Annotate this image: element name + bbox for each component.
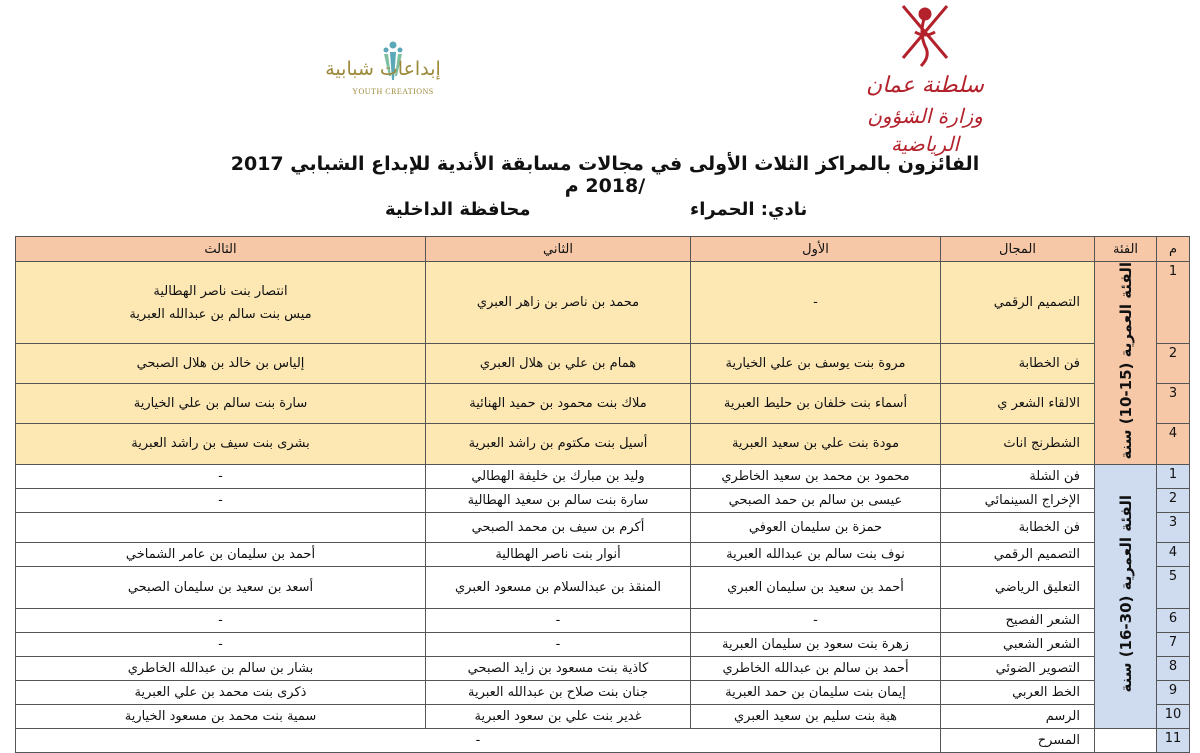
third-place-cell: أسعد بن سعيد بن سليمان الصبحي (16, 566, 426, 608)
table-row (16, 262, 1190, 344)
third-place-name-1: انتصار بنت ناصر الهطالية (153, 283, 288, 299)
first-place-cell: هبة بنت سليم بن سعيد العبري (691, 704, 941, 728)
second-place-cell: أكرم بن سيف بن محمد الصبحي (426, 512, 691, 542)
ministry-line2: وزارة الشؤون الرياضية (867, 104, 983, 156)
first-place-cell: - (691, 608, 941, 632)
second-place-cell: - (426, 608, 691, 632)
category-cell (1095, 262, 1157, 465)
table-row (16, 424, 1190, 464)
row-num: 7 (1157, 632, 1190, 656)
ministry-line1: سلطنة عمان (866, 73, 984, 98)
second-place-cell: سارة بنت سالم بن سعيد الهطالية (426, 488, 691, 512)
youth-logo-english: YOUTH CREATIONS (352, 87, 434, 96)
table-header-row (16, 237, 1190, 262)
youth-logo-arabic: إبداعات شبابية (325, 58, 441, 80)
third-place-cell: أحمد بن سليمان بن عامر الشماخي (16, 542, 426, 566)
row-num: 1 (1157, 464, 1190, 488)
third-place-cell: - (16, 608, 426, 632)
second-place-cell: وليد بن مبارك بن خليفة الهطالي (426, 464, 691, 488)
row-num: 2 (1157, 488, 1190, 512)
field-cell: الشعر الفصيح (941, 608, 1095, 632)
field-cell: الرسم (941, 704, 1095, 728)
field-cell: فن الخطابة (941, 344, 1095, 384)
field-cell: التصميم الرقمي (941, 262, 1095, 344)
third-place-cell: إلياس بن خالد بن هلال الصبحي (16, 344, 426, 384)
header-category: الفئة (1095, 237, 1157, 262)
header-first: الأول (691, 237, 941, 262)
table-row (16, 608, 1190, 632)
second-place-cell: أنوار بنت ناصر الهطالية (426, 542, 691, 566)
merged-result-cell: - (16, 728, 941, 752)
first-place-cell: نوف بنت سالم بن عبدالله العبرية (691, 542, 941, 566)
row-num: 4 (1157, 542, 1190, 566)
field-cell: الإخراج السينمائي (941, 488, 1095, 512)
second-place-cell: المنقذ بن عبدالسلام بن مسعود العبري (426, 566, 691, 608)
row-num: 11 (1157, 728, 1190, 752)
second-place-cell: جنان بنت صلاح بن عبدالله العبرية (426, 680, 691, 704)
table-row (16, 488, 1190, 512)
first-place-cell: مودة بنت علي بن سعيد العبرية (691, 424, 941, 464)
first-place-cell: أسماء بنت خلفان بن حليط العبرية (691, 384, 941, 424)
second-place-cell: ملاك بنت محمود بن حميد الهنائية (426, 384, 691, 424)
first-place-cell: عيسى بن سالم بن حمد الصبحي (691, 488, 941, 512)
row-num: 3 (1157, 512, 1190, 542)
field-cell: الشعر الشعبي (941, 632, 1095, 656)
field-cell: الالقاء الشعر ي (941, 384, 1095, 424)
third-place-cell: بشرى بنت سيف بن راشد العبرية (16, 424, 426, 464)
second-place-cell: همام بن علي بن هلال العبري (426, 344, 691, 384)
governorate-name: محافظة الداخلية (385, 199, 531, 220)
category-cell (1095, 464, 1157, 728)
row-num: 9 (1157, 680, 1190, 704)
field-cell: التعليق الرياضي (941, 566, 1095, 608)
khanjar-emblem-icon (897, 2, 953, 70)
row-num: 3 (1157, 384, 1190, 424)
table-row (16, 512, 1190, 542)
category-label: الفئة العمرية (15-10) سنة (1116, 262, 1135, 460)
table-row (16, 542, 1190, 566)
second-place-cell: غدير بنت علي بن سعود العبرية (426, 704, 691, 728)
third-place-cell: سارة بنت سالم بن علي الخيارية (16, 384, 426, 424)
first-place-cell: أحمد بن سالم بن عبدالله الخاطري (691, 656, 941, 680)
second-place-cell: محمد بن ناصر بن زاهر العبري (426, 262, 691, 344)
row-num: 1 (1157, 262, 1190, 344)
row-num: 6 (1157, 608, 1190, 632)
row-num: 2 (1157, 344, 1190, 384)
first-place-cell: إيمان بنت سليمان بن حمد العبرية (691, 680, 941, 704)
third-place-cell: - (16, 464, 426, 488)
ministry-logo (850, 2, 1000, 156)
table-row (16, 566, 1190, 608)
winners-table (15, 236, 1190, 753)
second-place-cell: كاذية بنت مسعود بن زايد الصبحي (426, 656, 691, 680)
category-cell (1095, 728, 1157, 752)
third-place-cell (16, 512, 426, 542)
table-row (16, 704, 1190, 728)
field-cell: الشطرنج اناث (941, 424, 1095, 464)
club-name: نادي: الحمراء (690, 199, 808, 220)
table-row (16, 680, 1190, 704)
third-place-cell: بشار بن سالم بن عبدالله الخاطري (16, 656, 426, 680)
third-place-cell: - (16, 488, 426, 512)
table-row (16, 384, 1190, 424)
field-cell: فن الخطابة (941, 512, 1095, 542)
first-place-cell: حمزة بن سليمان العوفي (691, 512, 941, 542)
page-title: الفائزون بالمراكز الثلاث الأولى في مجالات مسابقة الأندية للإبداع الشبابي 2017 /2018 م (230, 153, 980, 197)
table-row (16, 632, 1190, 656)
header-second: الثاني (426, 237, 691, 262)
field-cell: التصميم الرقمي (941, 542, 1095, 566)
row-num: 5 (1157, 566, 1190, 608)
second-place-cell: أسيل بنت مكتوم بن راشد العبرية (426, 424, 691, 464)
row-num: 4 (1157, 424, 1190, 464)
table-row (16, 344, 1190, 384)
third-place-cell: - (16, 632, 426, 656)
first-place-cell: مروة بنت يوسف بن علي الخيارية (691, 344, 941, 384)
row-num: 10 (1157, 704, 1190, 728)
header-third: الثالث (16, 237, 426, 262)
category-label: الفئة العمرية (30-16) سنة (1116, 495, 1135, 693)
field-cell: الخط العربي (941, 680, 1095, 704)
row-num: 8 (1157, 656, 1190, 680)
table-row (16, 656, 1190, 680)
youth-creations-logo (318, 40, 478, 100)
first-place-cell: أحمد بن سعيد بن سليمان العبري (691, 566, 941, 608)
third-place-name-2: ميس بنت سالم بن عبدالله العبرية (129, 306, 312, 322)
field-cell: التصوير الضوئي (941, 656, 1095, 680)
first-place-cell: زهرة بنت سعود بن سليمان العبرية (691, 632, 941, 656)
third-place-cell (16, 262, 426, 344)
header-num: م (1157, 237, 1190, 262)
first-place-cell: محمود بن محمد بن سعيد الخاطري (691, 464, 941, 488)
header-field: المجال (941, 237, 1095, 262)
second-place-cell: - (426, 632, 691, 656)
first-place-cell: - (691, 262, 941, 344)
third-place-cell: ذكرى بنت محمد بن علي العبرية (16, 680, 426, 704)
field-cell: المسرح (941, 728, 1095, 752)
third-place-cell: سمية بنت محمد بن مسعود الخيارية (16, 704, 426, 728)
field-cell: فن الشلة (941, 464, 1095, 488)
table-row (16, 728, 1190, 752)
table-row (16, 464, 1190, 488)
